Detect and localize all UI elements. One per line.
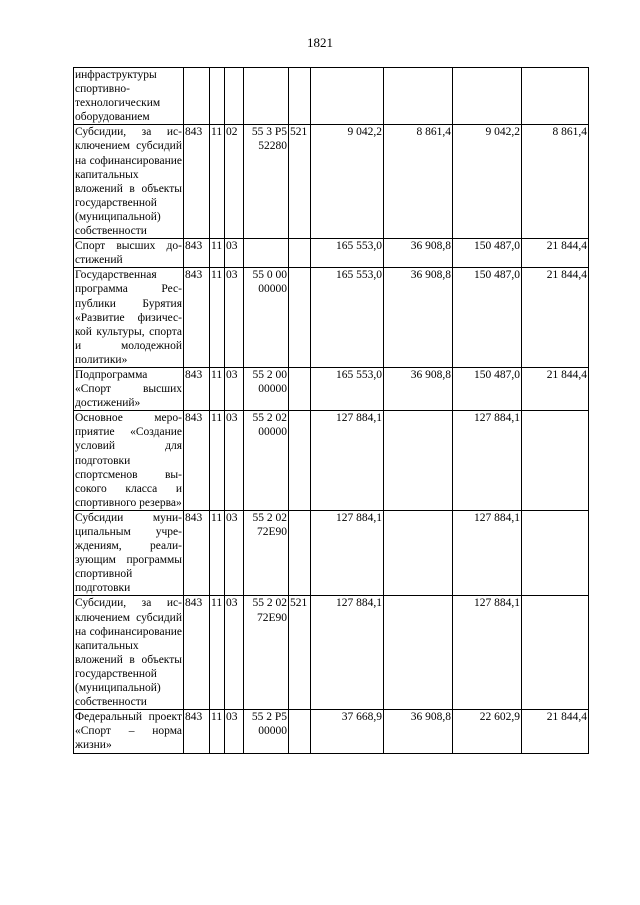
- cell-amount-2: 36 908,8: [384, 268, 453, 368]
- cell-expense-type: 521: [289, 596, 311, 710]
- cell-grbs-code: 843: [184, 411, 210, 511]
- budget-table: [73, 67, 589, 754]
- cell-amount-4: [522, 510, 589, 596]
- cell-amount-1: 127 884,1: [311, 596, 384, 710]
- cell-subsection-code: 03: [225, 596, 244, 710]
- cell-amount-1: 37 668,9: [311, 710, 384, 753]
- cell-amount-3: 127 884,1: [453, 411, 522, 511]
- cell-section-code: 11: [210, 710, 225, 753]
- cell-expense-type: [289, 68, 311, 125]
- cell-target-article: 55 2 00 00000: [244, 367, 289, 410]
- cell-expense-type: [289, 710, 311, 753]
- row-name: Спорт высших достижений: [75, 240, 182, 267]
- cell-section-code: 11: [210, 596, 225, 710]
- cell-section-code: 11: [210, 239, 225, 268]
- cell-section-code: [210, 68, 225, 125]
- cell-amount-3: 150 487,0: [453, 239, 522, 268]
- row-name: Федеральный проект «Спорт – норма жизни»: [75, 711, 182, 752]
- cell-subsection-code: 02: [225, 125, 244, 239]
- cell-amount-2: [384, 411, 453, 511]
- cell-grbs-code: 843: [184, 367, 210, 410]
- cell-amount-2: 8 861,4: [384, 125, 453, 239]
- table-row: [74, 268, 589, 368]
- table-row: [74, 367, 589, 410]
- cell-section-code: 11: [210, 367, 225, 410]
- cell-amount-2: 36 908,8: [384, 710, 453, 753]
- cell-target-article: 55 2 02 00000: [244, 411, 289, 511]
- table-row: [74, 125, 589, 239]
- cell-amount-4: [522, 68, 589, 125]
- cell-expense-type: 521: [289, 125, 311, 239]
- table-row: [74, 411, 589, 511]
- cell-expense-type: [289, 367, 311, 410]
- cell-amount-3: 127 884,1: [453, 596, 522, 710]
- cell-subsection-code: [225, 68, 244, 125]
- cell-amount-2: [384, 596, 453, 710]
- cell-target-article: 55 3 P5 52280: [244, 125, 289, 239]
- cell-section-code: 11: [210, 268, 225, 368]
- cell-target-article: 55 2 02 72Е90: [244, 596, 289, 710]
- table-row: [74, 596, 589, 710]
- cell-grbs-code: 843: [184, 510, 210, 596]
- row-name: Основное мероприятие «Создание условий для подготовки спортсменов высокого класса и спортивного резерва»: [75, 412, 182, 509]
- cell-subsection-code: 03: [225, 411, 244, 511]
- cell-section-code: 11: [210, 125, 225, 239]
- cell-expense-type: [289, 268, 311, 368]
- cell-amount-4: [522, 596, 589, 710]
- row-name: Подпрограмма «Спорт высших достижений»: [75, 368, 182, 410]
- cell-target-article: 55 0 00 00000: [244, 268, 289, 368]
- cell-amount-1: 127 884,1: [311, 510, 384, 596]
- cell-subsection-code: 03: [225, 268, 244, 368]
- cell-amount-3: 150 487,0: [453, 268, 522, 368]
- cell-amount-4: 21 844,4: [522, 367, 589, 410]
- row-name: Субсидии муниципальным учреждениям, реализующим программы спортивной подготовки: [75, 511, 182, 595]
- cell-amount-4: 8 861,4: [522, 125, 589, 239]
- cell-amount-2: [384, 68, 453, 125]
- cell-subsection-code: 03: [225, 239, 244, 268]
- cell-amount-1: 165 553,0: [311, 268, 384, 368]
- cell-expense-type: [289, 510, 311, 596]
- cell-amount-1: 165 553,0: [311, 367, 384, 410]
- cell-amount-4: 21 844,4: [522, 239, 589, 268]
- cell-grbs-code: 843: [184, 596, 210, 710]
- row-name: Субсидии, за исключением субсидий на софинансирование капитальных вложений в объекты государственной (муниципальной) собственности: [75, 597, 182, 709]
- row-name: Государственная программа Республики Бурятия «Развитие физической культуры, спорта и молодежной политики»: [75, 269, 182, 366]
- cell-grbs-code: 843: [184, 710, 210, 753]
- cell-target-article: [244, 239, 289, 268]
- cell-expense-type: [289, 239, 311, 268]
- cell-target-article: 55 2 02 72Е90: [244, 510, 289, 596]
- cell-amount-1: [311, 68, 384, 125]
- cell-amount-2: 36 908,8: [384, 239, 453, 268]
- table-row: [74, 710, 589, 753]
- row-name: инфраструктуры спортивно-технологическим оборудованием: [74, 68, 184, 125]
- cell-subsection-code: 03: [225, 710, 244, 753]
- cell-subsection-code: 03: [225, 367, 244, 410]
- cell-amount-1: 9 042,2: [311, 125, 384, 239]
- table-row: [74, 510, 589, 596]
- cell-amount-3: 127 884,1: [453, 510, 522, 596]
- cell-grbs-code: [184, 68, 210, 125]
- cell-amount-1: 127 884,1: [311, 411, 384, 511]
- table-row: [74, 68, 589, 125]
- cell-subsection-code: 03: [225, 510, 244, 596]
- cell-expense-type: [289, 411, 311, 511]
- cell-amount-2: [384, 510, 453, 596]
- cell-amount-2: 36 908,8: [384, 367, 453, 410]
- cell-grbs-code: 843: [184, 125, 210, 239]
- cell-amount-4: 21 844,4: [522, 268, 589, 368]
- cell-grbs-code: 843: [184, 268, 210, 368]
- page-number: 1821: [307, 35, 333, 50]
- cell-amount-4: [522, 411, 589, 511]
- cell-target-article: 55 2 P5 00000: [244, 710, 289, 753]
- cell-section-code: 11: [210, 510, 225, 596]
- cell-grbs-code: 843: [184, 239, 210, 268]
- cell-amount-3: 22 602,9: [453, 710, 522, 753]
- cell-section-code: 11: [210, 411, 225, 511]
- cell-amount-1: 165 553,0: [311, 239, 384, 268]
- cell-amount-3: 150 487,0: [453, 367, 522, 410]
- cell-target-article: [244, 68, 289, 125]
- table-row: [74, 239, 589, 268]
- cell-amount-3: 9 042,2: [453, 125, 522, 239]
- row-name: Субсидии, за исключением субсидий на софинансирование капитальных вложений в объекты государственной (муниципальной) собственности: [75, 126, 182, 238]
- cell-amount-4: 21 844,4: [522, 710, 589, 753]
- cell-amount-3: [453, 68, 522, 125]
